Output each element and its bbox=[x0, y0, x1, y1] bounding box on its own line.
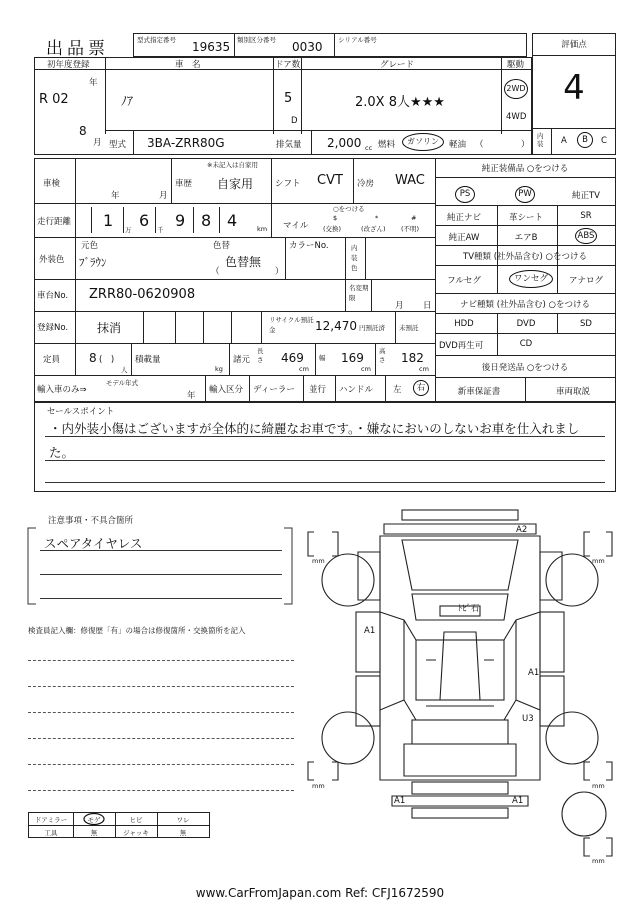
history-note: ※未記入は自家用 bbox=[207, 161, 258, 169]
footer-ref: www.CarFromJapan.com Ref: CFJ1672590 bbox=[195, 886, 445, 900]
tools-label: 工具 bbox=[44, 829, 58, 837]
inspector-label: 検査員記入欄：修復歴「有」の場合は修復箇所・交換箇所を記入 bbox=[28, 626, 246, 635]
changed-paren-open: （ bbox=[211, 267, 220, 277]
chassis-label: 車台No. bbox=[37, 291, 69, 301]
shift-value: CVT bbox=[317, 173, 343, 188]
import-parallel: 並行 bbox=[309, 385, 327, 395]
capacity-unit: 人 bbox=[121, 366, 128, 374]
eval-score: 4 bbox=[563, 68, 585, 108]
orig-color: ﾌﾞﾗｳﾝ bbox=[79, 256, 107, 269]
cd-label: CD bbox=[519, 339, 533, 349]
mileage-exchange: (交換) bbox=[323, 225, 342, 233]
mark-a2: A2 bbox=[516, 525, 528, 535]
nav-sd: SD bbox=[580, 319, 592, 329]
dvd-playback-label: DVD再生可 bbox=[439, 341, 484, 351]
eval-label: 評価点 bbox=[533, 34, 615, 56]
equip-tv: 純正TV bbox=[571, 191, 600, 201]
color-label: 外装色 bbox=[39, 255, 65, 265]
drive-2wd: 2WD bbox=[504, 79, 528, 99]
equip-pw: PW bbox=[515, 186, 535, 203]
equip-navi: 純正ナビ bbox=[446, 213, 481, 223]
reg-label: 登録No. bbox=[37, 323, 69, 333]
grade-value: 2.0X 8人★★★ bbox=[355, 95, 445, 110]
changed-color: 色替無 bbox=[225, 255, 262, 269]
history-value: 自家用 bbox=[217, 177, 254, 191]
handle-label: ハンドル bbox=[339, 385, 374, 395]
import-label: 輸入車のみ⇒ bbox=[37, 385, 87, 395]
fuel-label: 燃料 bbox=[378, 140, 396, 150]
mileage-unknown: (不明) bbox=[401, 225, 420, 233]
tire-fl-mm: mm bbox=[312, 557, 325, 565]
mileage-d2: 6 bbox=[139, 211, 150, 230]
disp-unit: cc bbox=[365, 144, 373, 152]
ac-label: 冷房 bbox=[357, 179, 375, 189]
mileage-mile: マイル bbox=[283, 221, 309, 231]
orig-color-label: 元色 bbox=[81, 241, 99, 251]
history-label: 車歴 bbox=[175, 179, 193, 189]
mileage-dollar: $ bbox=[333, 214, 338, 222]
mileage-hash: # bbox=[411, 214, 417, 222]
width-label: 幅 bbox=[319, 354, 326, 362]
first-reg-year-unit: 年 bbox=[89, 78, 98, 88]
handle-right: 右 bbox=[413, 380, 429, 396]
height-value: 182 bbox=[401, 351, 424, 365]
manual: 車両取説 bbox=[555, 387, 590, 397]
color-no-label: カラーNo. bbox=[289, 241, 329, 251]
first-reg-month: 8 bbox=[79, 124, 87, 138]
sales-point-line1: ・内外装小傷はございますが全体的に綺麗なお車です。・嫌なにおいのしないお車を仕入れまし bbox=[49, 421, 580, 436]
interior-color-label: 内装色 bbox=[351, 244, 358, 272]
car-name-label: 車 名 bbox=[175, 60, 201, 70]
import-class-label: 輸入区分 bbox=[209, 385, 244, 395]
mileage-d1: 1 bbox=[103, 211, 114, 230]
tv-analog: アナログ bbox=[568, 276, 603, 286]
warranty: 新車保証書 bbox=[457, 387, 501, 397]
first-reg-label: 初年度登録 bbox=[47, 60, 90, 70]
nav-dvd: DVD bbox=[516, 319, 536, 329]
fuel-gasoline: ガソリン bbox=[402, 133, 444, 151]
model-code: 19635 bbox=[192, 40, 231, 54]
nav-header: ナビ種類 (社外品含む) ○をつける bbox=[460, 300, 590, 310]
tv-header: TV種類 (社外品含む) ○をつける bbox=[463, 252, 587, 262]
model-year-unit: 年 bbox=[187, 391, 196, 401]
mirror-ware: ワレ bbox=[176, 816, 190, 824]
shift-label: シフト bbox=[275, 179, 301, 189]
capacity-label: 定員 bbox=[43, 355, 61, 365]
doors-label: ドア数 bbox=[275, 60, 301, 70]
equip-header: 純正装備品 ○をつける bbox=[481, 164, 569, 174]
notes-line1: スペアタイヤレス bbox=[44, 536, 143, 551]
mirror-moge: モゲ bbox=[87, 816, 101, 824]
mileage-d5: 4 bbox=[227, 211, 238, 230]
drive-4wd: 4WD bbox=[506, 112, 527, 122]
interior-a: A bbox=[561, 136, 567, 146]
reg-value: 抹消 bbox=[97, 321, 122, 335]
equip-airbag: エアB bbox=[514, 233, 538, 243]
mileage-km: km bbox=[257, 225, 268, 233]
load-label: 積載量 bbox=[135, 355, 161, 365]
doors-value: 5 bbox=[284, 91, 293, 106]
tire-rl-mm: mm bbox=[312, 782, 325, 790]
inspection-month-unit: 月 bbox=[159, 191, 168, 201]
length-unit: cm bbox=[299, 365, 309, 373]
recycle-unpaid: 未預託 bbox=[399, 324, 419, 332]
equip-abs: ABS bbox=[575, 228, 597, 244]
length-label: 長さ bbox=[257, 347, 264, 364]
tools-value: 無 bbox=[90, 829, 98, 837]
first-reg-month-unit: 月 bbox=[93, 138, 102, 148]
spec-label: 諸元 bbox=[233, 355, 251, 365]
capacity-value: 8 bbox=[89, 351, 97, 365]
mark-u3: U3 bbox=[522, 714, 534, 724]
nav-hdd: HDD bbox=[454, 319, 474, 329]
recycle-value: 12,470 bbox=[315, 319, 357, 333]
equip-ps: PS bbox=[455, 186, 475, 203]
tire-fr-mm: mm bbox=[592, 557, 605, 565]
model-code-label: 型式指定番号 bbox=[137, 36, 176, 44]
drive-label: 駆動 bbox=[507, 60, 525, 70]
fuel-paren-open: （ bbox=[475, 140, 484, 150]
mileage-label: 走行距離 bbox=[37, 217, 72, 227]
notes-label: 注意事項・不具合箇所 bbox=[48, 516, 134, 526]
mileage-circle-note: ○をつける bbox=[333, 205, 365, 213]
disp-label: 排気量 bbox=[276, 140, 302, 150]
width-value: 169 bbox=[341, 351, 364, 365]
category-label: 類別区分番号 bbox=[237, 36, 276, 44]
page-title: 出品票 bbox=[46, 39, 109, 59]
changed-paren-close: ） bbox=[275, 267, 284, 277]
tire-rr-mm: mm bbox=[592, 782, 605, 790]
doors-sub: D bbox=[291, 116, 298, 126]
mark-a1-left-door: A1 bbox=[364, 626, 376, 636]
interior-b: B bbox=[577, 132, 593, 148]
changed-color-label: 色替 bbox=[213, 241, 231, 251]
grade-label: グレード bbox=[380, 60, 415, 70]
capacity-paren: ( ) bbox=[99, 355, 115, 365]
name-period-month: 月 bbox=[395, 301, 404, 311]
sales-point-line2: た。 bbox=[49, 445, 75, 460]
mileage-tampered: (改ざん) bbox=[361, 225, 386, 233]
first-reg-era: R 02 bbox=[39, 92, 69, 107]
category-code: 0030 bbox=[292, 40, 323, 54]
height-unit: cm bbox=[419, 365, 429, 373]
fuel-paren-close: ） bbox=[521, 140, 530, 150]
mark-a1-right-door: A1 bbox=[528, 668, 540, 678]
inspection-year-unit: 年 bbox=[111, 191, 120, 201]
car-name: ﾉｱ bbox=[121, 94, 134, 108]
rear-header: 後日発送品 ○をつける bbox=[481, 363, 569, 373]
sales-point-label: セールスポイント bbox=[47, 407, 115, 417]
handle-left: 左 bbox=[393, 385, 402, 395]
load-unit: kg bbox=[215, 365, 223, 373]
width-unit: cm bbox=[361, 365, 371, 373]
serial-label: シリアル番号 bbox=[338, 36, 377, 44]
height-label: 高さ bbox=[379, 347, 386, 364]
model-year-label: モデル年式 bbox=[105, 379, 139, 387]
mark-a1-rear-right: A1 bbox=[512, 796, 524, 806]
recycle-label: リサイクル預託金 bbox=[269, 316, 314, 334]
mirror-hibi: ヒビ bbox=[129, 816, 143, 824]
interior-c: C bbox=[601, 136, 607, 146]
length-value: 469 bbox=[281, 351, 304, 365]
tv-fullseg: フルセグ bbox=[447, 276, 481, 286]
mileage-d3: 9 bbox=[175, 211, 186, 230]
recycle-unit: 円預託済 bbox=[359, 324, 385, 332]
mark-stone-chip: ﾄﾋﾞ石 bbox=[458, 604, 480, 614]
mileage-d4: 8 bbox=[201, 211, 212, 230]
jack-label: ジャッキ bbox=[123, 829, 149, 837]
mileage-star: * bbox=[375, 214, 379, 222]
mileage-man: 万 bbox=[125, 226, 132, 234]
name-period-day: 日 bbox=[423, 301, 432, 311]
tv-oneseg: ワンセグ bbox=[509, 270, 553, 288]
equip-aw: 純正AW bbox=[448, 233, 480, 243]
disp-value: 2,000 bbox=[327, 136, 362, 150]
jack-value: 無 bbox=[179, 829, 187, 837]
type-value: 3BA-ZRR80G bbox=[147, 136, 225, 150]
equip-leather: 革シート bbox=[508, 213, 543, 223]
name-period-label: 名変期限 bbox=[349, 284, 369, 302]
mark-a1-rear-left: A1 bbox=[394, 796, 406, 806]
spare-mm: mm bbox=[592, 857, 605, 865]
ac-value: WAC bbox=[395, 173, 425, 188]
inspection-label: 車検 bbox=[43, 179, 61, 189]
mileage-sen: 千 bbox=[157, 226, 164, 234]
equip-sr: SR bbox=[580, 211, 592, 221]
fuel-light-oil: 軽油 bbox=[449, 140, 467, 150]
chassis-value: ZRR80-0620908 bbox=[89, 287, 196, 302]
type-label: 型式 bbox=[109, 140, 127, 150]
import-dealer: ディーラー bbox=[253, 385, 295, 395]
mirror-header: ドアミラー bbox=[34, 816, 68, 824]
interior-label: 内装 bbox=[537, 132, 544, 148]
